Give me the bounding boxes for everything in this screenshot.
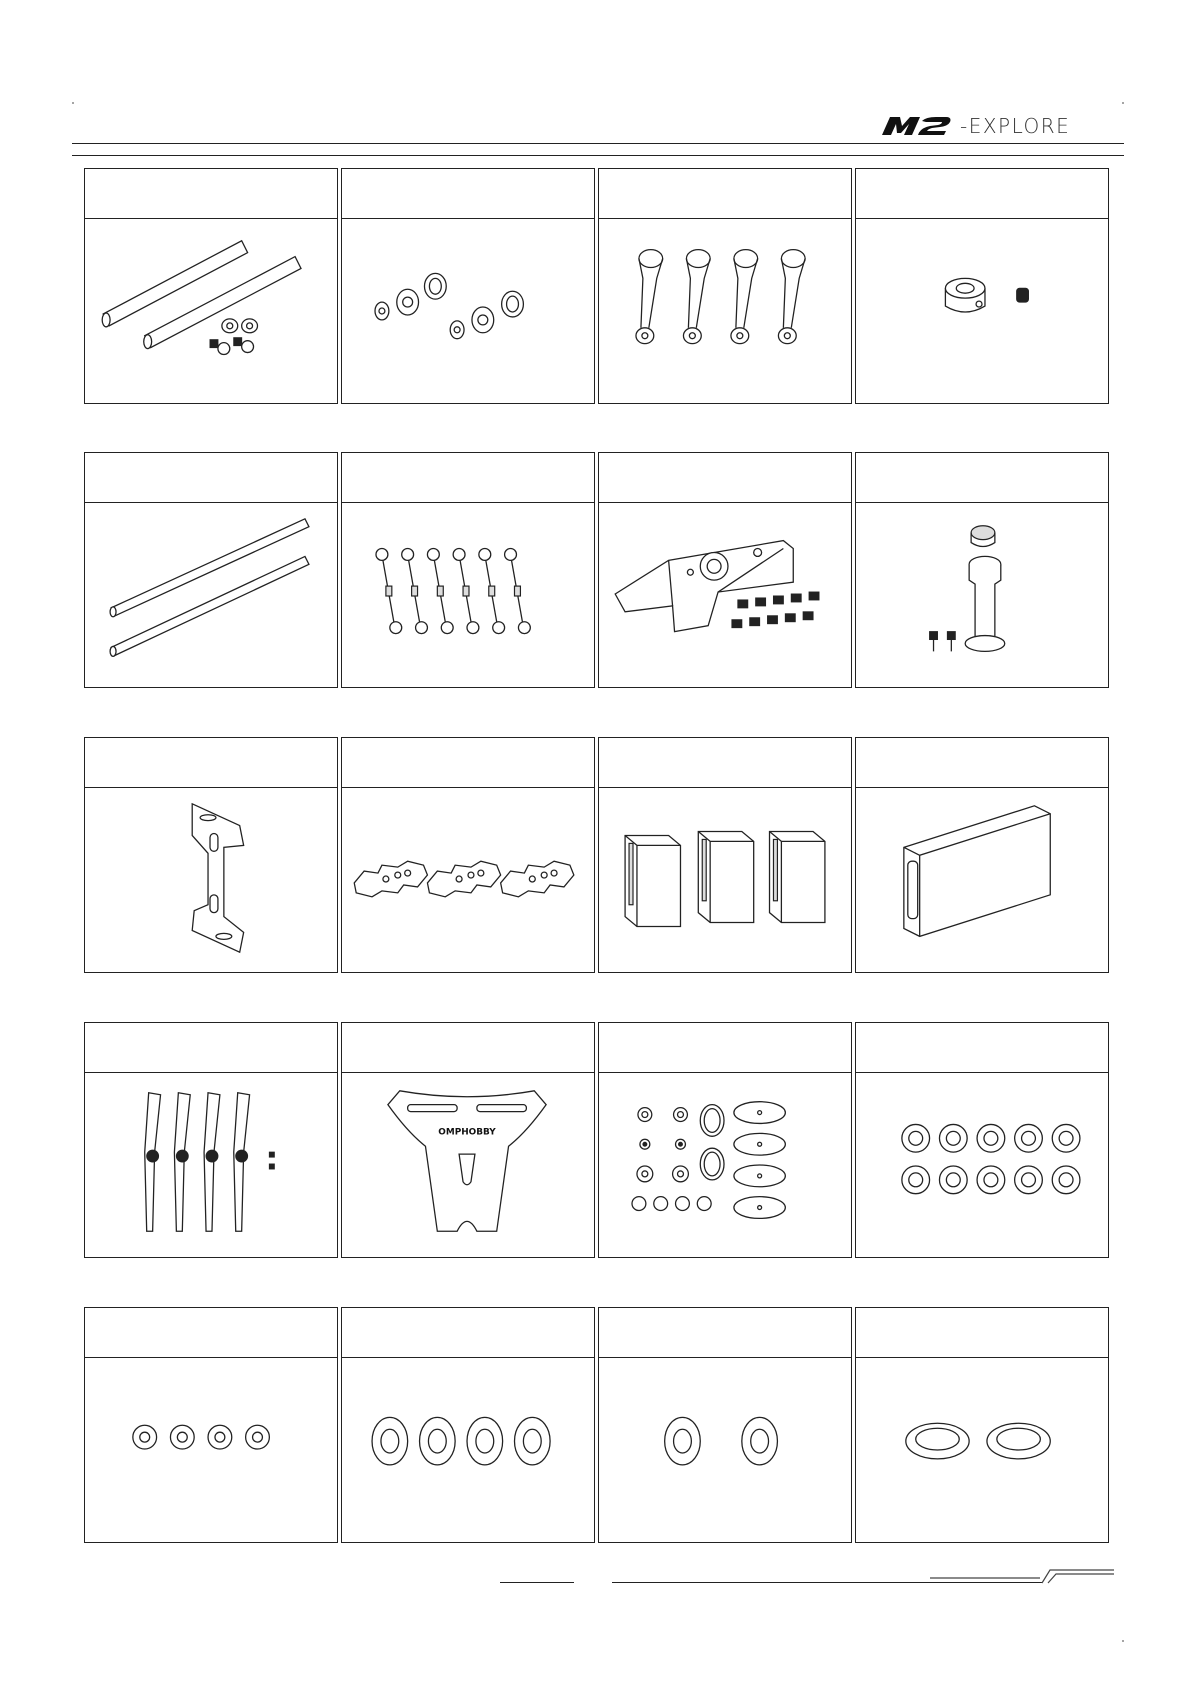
corner-mark [1122, 1640, 1124, 1642]
part-cell [341, 1022, 595, 1258]
bearings-two-icon [599, 1358, 851, 1542]
part-cell [598, 452, 852, 688]
header-rule [72, 143, 1124, 144]
part-label-box [856, 1308, 1108, 1358]
footer-rule [500, 1582, 574, 1583]
linkage-rods-icon [342, 503, 594, 687]
part-cell [84, 168, 338, 404]
part-cell [855, 737, 1109, 973]
tail-blades-icon [85, 1073, 337, 1257]
parts-row [84, 1307, 1109, 1543]
part-label-box [342, 169, 594, 219]
part-label-box [342, 1023, 594, 1073]
footer-accent-icon [930, 1566, 1116, 1586]
part-cell [598, 737, 852, 973]
flanged-bearings-icon [85, 1358, 337, 1542]
part-cell [598, 1307, 852, 1543]
part-cell [341, 1307, 595, 1543]
bearing-washer-set-icon [342, 219, 594, 403]
part-label-box [85, 1308, 337, 1358]
part-label-box [599, 738, 851, 788]
part-cell [598, 1022, 852, 1258]
canopy-plate-icon [342, 1073, 594, 1257]
brand-logo [880, 112, 1070, 140]
parts-row [84, 1022, 1109, 1258]
main-shaft-hub-icon [856, 503, 1108, 687]
bearings-four-icon [342, 1358, 594, 1542]
corner-mark [1122, 102, 1124, 104]
parts-row [84, 452, 1109, 688]
rectangular-boxes-icon [599, 788, 851, 972]
part-cell [855, 1307, 1109, 1543]
part-cell [341, 168, 595, 404]
bearings-ten-icon [856, 1073, 1108, 1257]
part-cell [84, 1307, 338, 1543]
part-label-box [342, 738, 594, 788]
canopy-plate-label: OMPHOBBY [438, 1127, 496, 1138]
part-label-box [342, 453, 594, 503]
part-label-box [856, 1023, 1108, 1073]
part-label-box [85, 169, 337, 219]
connector-plates-icon [342, 788, 594, 972]
part-label-box [599, 169, 851, 219]
part-label-box [85, 453, 337, 503]
servo-arms-icon [599, 219, 851, 403]
part-cell [855, 452, 1109, 688]
part-label-box [856, 169, 1108, 219]
long-shafts-icon [85, 503, 337, 687]
frame-plate-icon [85, 788, 337, 972]
logo-text: -EXPLORE [960, 114, 1071, 138]
frame-mount-screws-icon [599, 503, 851, 687]
part-cell [598, 168, 852, 404]
part-cell [855, 1022, 1109, 1258]
part-label-box [599, 453, 851, 503]
part-cell [84, 1022, 338, 1258]
part-label-box [342, 1308, 594, 1358]
parts-row [84, 168, 1109, 404]
collar-setscrew-icon [856, 219, 1108, 403]
part-label-box [856, 738, 1108, 788]
part-label-box [599, 1308, 851, 1358]
parts-row [84, 737, 1109, 973]
part-cell [84, 452, 338, 688]
part-label-box [85, 738, 337, 788]
tail-boom-tubes-icon [85, 219, 337, 403]
part-cell [855, 168, 1109, 404]
part-cell [341, 452, 595, 688]
corner-mark [72, 102, 74, 104]
battery-case-icon [856, 788, 1108, 972]
part-cell [341, 737, 595, 973]
thin-bearings-icon [856, 1358, 1108, 1542]
part-label-box [856, 453, 1108, 503]
part-cell [84, 737, 338, 973]
header-rule [72, 155, 1124, 156]
part-label-box [85, 1023, 337, 1073]
part-label-box [599, 1023, 851, 1073]
washers-shims-icon [599, 1073, 851, 1257]
m2-logo-icon [880, 115, 956, 137]
